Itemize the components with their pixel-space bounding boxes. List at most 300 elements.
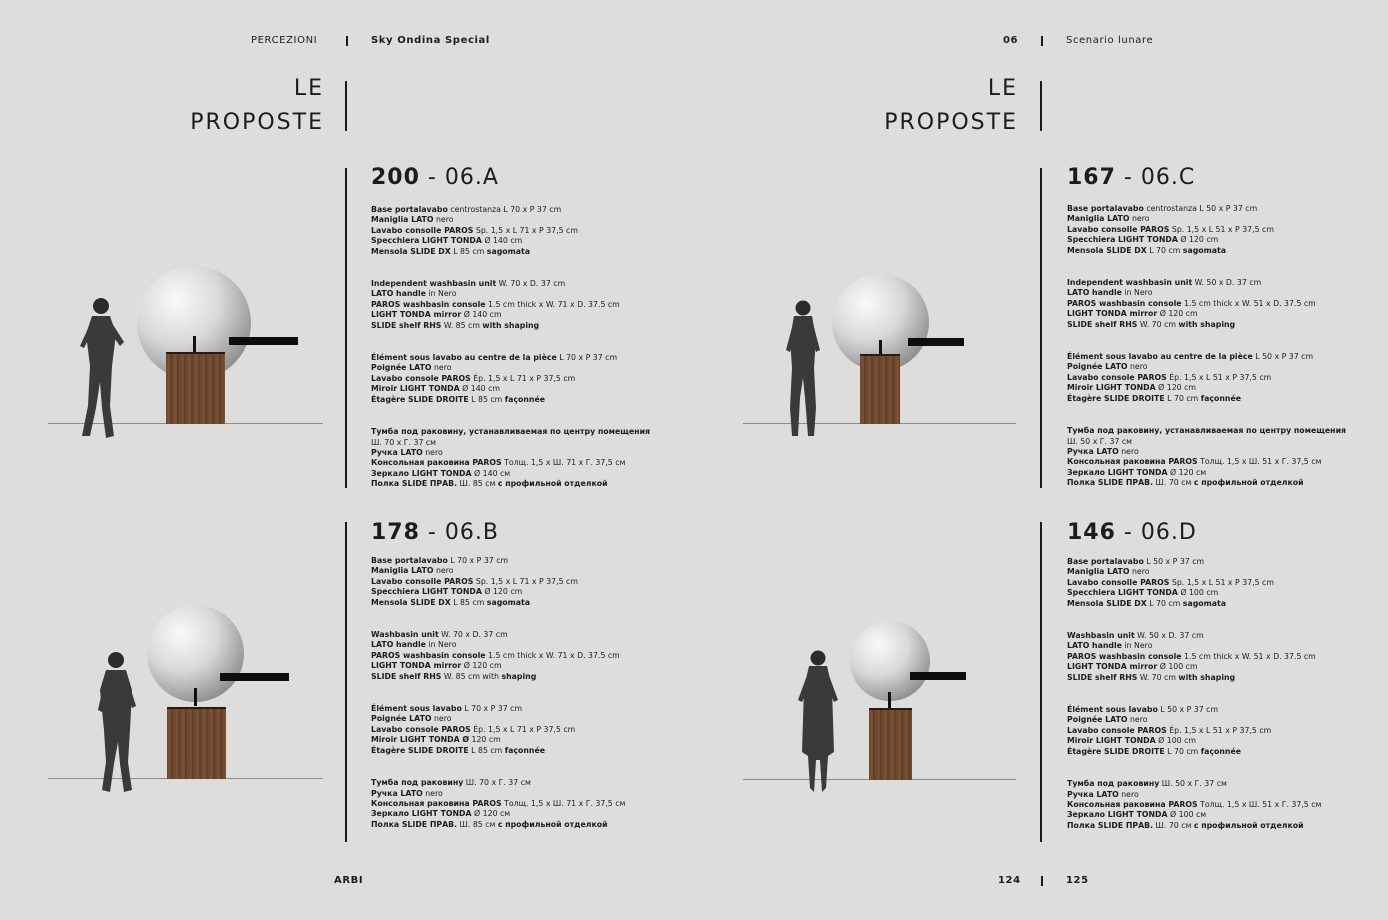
spec-line-dimensions: L 70 cm <box>1146 598 1183 608</box>
spec-line-product: Mensola SLIDE DX <box>371 246 451 256</box>
spec-line-dimensions: Ø 120 cm <box>1177 235 1219 245</box>
spec-line-product: Консольная раковина PAROS <box>371 458 502 468</box>
spec-line <box>1067 437 1346 447</box>
spec-line-finish: с профильной отделкой <box>497 479 608 489</box>
spec-line-dimensions: Ø 140 cm <box>461 310 502 320</box>
faucet <box>194 688 197 706</box>
spec-line <box>371 640 625 650</box>
spec-line-product: Élément sous lavabo au centre de la pièce <box>1067 352 1253 362</box>
spec-line-finish: façonnée <box>1200 746 1242 756</box>
spec-line-dimensions: Толщ. 1,5 x Ш. 51 x Г. 37,5 см <box>1197 457 1322 467</box>
spec-line <box>371 469 650 479</box>
spec-line <box>1067 779 1321 789</box>
spec-line-product: LATO handle <box>1067 288 1122 298</box>
spec-line-dimensions: Ø 120 cm <box>481 587 523 597</box>
spec-line-dimensions: Ø 120 см <box>1167 467 1207 477</box>
spec-line-product: LIGHT TONDA mirror <box>371 661 462 671</box>
spec-line-product: Washbasin unit <box>1067 631 1135 641</box>
spec-line <box>1067 394 1346 404</box>
spec-line-dimensions: Ш. 85 см <box>457 819 498 829</box>
spec-line <box>371 215 650 225</box>
page-title-right <box>884 72 1018 140</box>
spec-line-dimensions: L 85 cm <box>450 597 487 607</box>
proposal-number: 146 <box>1067 520 1116 545</box>
spec-line <box>1067 235 1346 245</box>
spec-line-dimensions: Ø 100 см <box>1167 810 1207 820</box>
spec-line <box>371 458 650 468</box>
spec-line <box>371 374 650 384</box>
spec-line-product: Тумба под раковину, устанавливаемая по центру помещения <box>371 427 651 437</box>
spec-line-finish: façonnée <box>504 745 546 755</box>
spec-line <box>371 630 625 640</box>
spec-line-dimensions: Ш. 85 см <box>457 479 498 489</box>
spec-line <box>1067 225 1346 235</box>
spec-block <box>1067 204 1346 256</box>
spec-line <box>1067 673 1321 683</box>
spec-block <box>371 279 650 331</box>
spec-line-finish: sagomata <box>1182 598 1227 608</box>
spec-line <box>1067 278 1346 288</box>
spec-line-product: Консольная раковина PAROS <box>371 798 502 808</box>
spec-line-product: Miroir LIGHT TONDA <box>371 384 460 394</box>
spec-block <box>1067 557 1321 609</box>
spec-line-finish: с профильной отделкой <box>1193 478 1304 488</box>
spec-block <box>1067 426 1346 488</box>
spec-line-product: SLIDE shelf RHS <box>1067 672 1138 682</box>
slide-shelf <box>229 337 298 345</box>
spec-line <box>371 672 625 682</box>
spec-line-dimensions: 1.5 cm thick x W. 71 x D. 37.5 cm <box>485 650 620 660</box>
spec-line-dimensions: Ш. 70 x Г. 37 см <box>463 778 531 788</box>
spec-line-finish: with shaping <box>482 320 540 330</box>
spec-line <box>1067 447 1346 457</box>
spec-line-dimensions: nero <box>422 447 443 457</box>
spec-line <box>371 363 650 373</box>
spec-line-finish: с профильной отделкой <box>1193 820 1304 830</box>
spec-line-dimensions: nero <box>433 566 454 576</box>
spec-line-dimensions: Ø 100 cm <box>1157 662 1198 672</box>
spec-line-dimensions: Толщ. 1,5 x Ш. 51 x Г. 37,5 см <box>1197 799 1322 809</box>
spec-line-product: Ручка LATO <box>371 788 423 798</box>
spec-line <box>371 353 650 363</box>
spec-line <box>1067 299 1346 309</box>
spec-line <box>371 577 625 587</box>
spec-line-dimensions: in Nero <box>425 289 457 299</box>
spec-line <box>371 587 625 597</box>
spec-line-dimensions: W. 85 cm with <box>441 671 502 681</box>
spec-line-product: LATO handle <box>371 289 426 299</box>
spec-line <box>1067 309 1346 319</box>
spec-line-product: Lavabo consolle PAROS <box>1067 577 1170 587</box>
spec-line-dimensions: Ø 140 cm <box>459 384 501 394</box>
spec-line <box>1067 736 1321 746</box>
spec-line <box>371 566 625 576</box>
spec-line-finish: with shaping <box>1178 319 1236 329</box>
spec-line-finish: façonnée <box>504 394 546 404</box>
spec-block <box>1067 352 1346 404</box>
spec-line-dimensions: L 70 x P 37 cm <box>556 353 618 363</box>
spec-line <box>1067 810 1321 820</box>
spec-line-dimensions: Ø 100 cm <box>1155 736 1197 746</box>
spec-line-product: Élément sous lavabo au centre de la pièce <box>371 353 557 363</box>
spec-line-dimensions: Ш. 70 см <box>1153 820 1194 830</box>
spec-line-dimensions: Ép. 1,5 x L 71 x P 37,5 cm <box>470 373 576 383</box>
spec-line-product: Тумба под раковину <box>371 778 464 788</box>
spec-line-product: PAROS washbasin console <box>1067 651 1182 661</box>
spec-line-dimensions: W. 50 x D. 37 cm <box>1192 278 1262 288</box>
spec-line-product: Base portalavabo <box>371 205 448 214</box>
header-title-right: Scenario lunare <box>1066 35 1154 46</box>
proposal-divider <box>1040 522 1042 842</box>
spec-line <box>1067 214 1346 224</box>
spec-line <box>371 725 625 735</box>
spec-line <box>1067 362 1346 372</box>
spec-line <box>371 321 650 331</box>
spec-block <box>371 353 650 405</box>
spec-line <box>371 746 625 756</box>
spec-line-dimensions: nero <box>431 714 452 724</box>
header-section: PERCEZIONI <box>251 35 318 46</box>
spec-line-dimensions: 120 cm <box>469 735 501 745</box>
proposal-id: 06.A <box>444 165 499 190</box>
spec-line-dimensions: 1.5 cm thick x W. 51 x D. 37.5 cm <box>1181 298 1316 308</box>
title-divider <box>1040 81 1042 131</box>
spec-line-dimensions: Sp. 1,5 x L 71 x P 37,5 cm <box>473 225 578 235</box>
spec-line-dimensions: W. 70 cm <box>1137 319 1179 329</box>
spec-line-product: Ручка LATO <box>371 447 423 457</box>
spec-line-product: Base portalavabo <box>371 556 448 565</box>
spec-line <box>371 556 625 566</box>
spec-line <box>371 799 625 809</box>
header-title-left: Sky Ondina Special <box>371 35 490 46</box>
spec-line-product: Étagère SLIDE DROITE <box>371 394 469 404</box>
spec-line-dimensions: L 50 x P 37 cm <box>1252 352 1314 362</box>
spec-line-product: Тумба под раковину <box>1067 779 1160 789</box>
spec-line <box>371 479 650 489</box>
spec-line-finish: sagomata <box>1182 245 1227 255</box>
spec-line <box>1067 715 1321 725</box>
spec-line <box>1067 567 1321 577</box>
spec-line <box>1067 288 1346 298</box>
page-number-left: 124 <box>998 875 1021 886</box>
proposal-specs-a <box>371 205 650 512</box>
proposal-number: 200 <box>371 165 420 190</box>
spec-line-dimensions: L 50 x P 37 cm <box>1157 705 1219 715</box>
spec-line-dimensions: Ø 120 см <box>471 809 511 819</box>
washbasin-cabinet <box>869 708 912 780</box>
spec-line <box>371 438 650 448</box>
proposal-code-b: 178 - 06.B <box>371 520 499 545</box>
spec-line-dimensions: centrostanza L 50 x P 37 cm <box>1143 204 1258 213</box>
spec-line-product: Ручка LATO <box>1067 446 1119 456</box>
spec-line-dimensions: Толщ. 1,5 x Ш. 71 x Г. 37,5 см <box>501 458 626 468</box>
spec-line-product: Консольная раковина PAROS <box>1067 457 1198 467</box>
spec-line <box>371 289 650 299</box>
spec-line-dimensions: Ép. 1,5 x L 51 x P 37,5 cm <box>1166 372 1272 382</box>
proposal-number: 178 <box>371 520 420 545</box>
proposal-specs-b <box>371 556 625 852</box>
spec-line-product: Тумба под раковину, устанавливаемая по центру помещения <box>1067 426 1347 436</box>
spec-line-product: Консольная раковина PAROS <box>1067 799 1198 809</box>
spec-line <box>371 714 625 724</box>
spec-line-dimensions: Толщ. 1,5 x Ш. 71 x Г. 37,5 см <box>501 798 626 808</box>
spec-line <box>1067 383 1346 393</box>
spec-line-product: Maniglia LATO <box>371 566 434 576</box>
proposal-code-a: 200 - 06.A <box>371 165 499 190</box>
washbasin-cabinet <box>167 707 226 779</box>
spec-line <box>1067 246 1346 256</box>
spec-line <box>371 226 650 236</box>
spec-line-dimensions: Ø 120 cm <box>1157 309 1198 319</box>
spec-line-dimensions: centrostanza L 70 x P 37 cm <box>447 205 562 214</box>
spec-line-product: Base portalavabo <box>1067 557 1144 566</box>
spec-line <box>371 279 650 289</box>
spec-line-product: Washbasin unit <box>371 630 439 640</box>
proposal-divider <box>345 168 347 488</box>
page-title-left <box>190 72 324 140</box>
spec-line-dimensions: in Nero <box>425 640 457 650</box>
spec-line-product: Lavabo console PAROS <box>371 724 471 734</box>
spec-line-dimensions: Ø 100 cm <box>1177 588 1219 598</box>
proposal-divider <box>1040 168 1042 488</box>
spec-line <box>1067 599 1321 609</box>
spec-line <box>371 809 625 819</box>
spec-line-dimensions: nero <box>1127 715 1148 725</box>
spec-line-finish: façonnée <box>1200 393 1242 403</box>
spec-line-dimensions: L 85 cm <box>450 246 487 256</box>
spec-line-product: LIGHT TONDA mirror <box>1067 662 1158 672</box>
spec-line <box>1067 631 1321 641</box>
spec-line <box>1067 352 1346 362</box>
spec-line-product: Independent washbasin unit <box>1067 278 1193 288</box>
spec-line-product: Maniglia LATO <box>1067 567 1130 577</box>
person-figure <box>782 298 824 438</box>
spec-line <box>1067 705 1321 715</box>
slide-shelf <box>220 673 289 681</box>
proposal-divider <box>345 522 347 842</box>
spec-line-dimensions: W. 70 x D. 37 cm <box>496 279 566 289</box>
spec-line-product: LATO handle <box>371 640 426 650</box>
spec-line-finish: sagomata <box>486 246 531 256</box>
spec-block <box>371 630 625 682</box>
spec-line-dimensions: Ш. 50 x Г. 37 см <box>1067 436 1133 446</box>
brand-logo: ARBI <box>334 875 364 886</box>
header-divider <box>1041 36 1043 46</box>
spec-line-product: LIGHT TONDA mirror <box>1067 309 1158 319</box>
spec-line-product: Specchiera LIGHT TONDA <box>1067 235 1178 245</box>
spec-line-dimensions: Sp. 1,5 x L 51 x P 37,5 cm <box>1169 577 1274 587</box>
proposal-specs-d <box>1067 557 1321 853</box>
spec-line-product: Specchiera LIGHT TONDA <box>1067 588 1178 598</box>
spec-block <box>371 205 650 257</box>
spec-line <box>1067 478 1346 488</box>
spec-line-product: Poignée LATO <box>371 714 432 724</box>
spec-line <box>371 310 650 320</box>
spec-line <box>371 789 625 799</box>
spec-line-product: Élément sous lavabo <box>371 704 462 714</box>
spec-line-product: Ручка LATO <box>1067 789 1119 799</box>
faucet <box>888 692 891 708</box>
spec-line-product: Полка SLIDE ПРАВ. <box>1067 820 1154 830</box>
spec-block <box>371 556 625 608</box>
header-page-number: 06 <box>1003 35 1019 46</box>
spec-line-dimensions: nero <box>433 215 454 225</box>
spec-line-dimensions: L 70 x P 37 cm <box>461 704 523 714</box>
spec-line-dimensions: nero <box>1129 214 1150 224</box>
spec-line-product: Étagère SLIDE DROITE <box>371 745 469 755</box>
spec-line-dimensions: nero <box>1118 446 1139 456</box>
spec-line <box>371 247 650 257</box>
spec-line-product: Полка SLIDE ПРАВ. <box>371 479 458 489</box>
spec-line-product: Base portalavabo <box>1067 204 1144 213</box>
spec-line-product: LATO handle <box>1067 641 1122 651</box>
spec-line-product: Poignée LATO <box>1067 715 1128 725</box>
spec-line-product: Полка SLIDE ПРАВ. <box>371 819 458 829</box>
round-mirror <box>850 621 930 701</box>
spec-line-product: PAROS washbasin console <box>1067 298 1182 308</box>
spec-block <box>1067 705 1321 757</box>
spec-line-dimensions: W. 70 cm <box>1137 672 1179 682</box>
spec-line-dimensions: nero <box>1118 789 1139 799</box>
spec-line-product: Lavabo console PAROS <box>1067 372 1167 382</box>
spec-line-product: Miroir LIGHT TONDA Ø <box>371 735 470 745</box>
spec-line-product: LIGHT TONDA mirror <box>371 310 462 320</box>
spec-line-product: Miroir LIGHT TONDA <box>1067 736 1156 746</box>
spec-line-dimensions: nero <box>1127 362 1148 372</box>
title-line: LE <box>293 76 324 101</box>
spec-line-product: Maniglia LATO <box>371 215 434 225</box>
spec-line-product: Élément sous lavabo <box>1067 705 1158 715</box>
spec-line <box>1067 557 1321 567</box>
spec-line <box>1067 468 1346 478</box>
spec-line-product: Miroir LIGHT TONDA <box>1067 383 1156 393</box>
spec-line <box>371 778 625 788</box>
spec-line-finish: shaping <box>501 671 537 681</box>
spec-line <box>371 395 650 405</box>
spec-line-product: Maniglia LATO <box>1067 214 1130 224</box>
spec-line <box>371 651 625 661</box>
spec-block <box>371 778 625 830</box>
spec-line-dimensions: L 70 x P 37 cm <box>447 556 509 565</box>
spec-line-product: Зеркало LIGHT TONDA <box>371 468 472 478</box>
spec-line-dimensions: Ép. 1,5 x L 51 x P 37,5 cm <box>1166 725 1272 735</box>
spec-line <box>1067 790 1321 800</box>
spec-line-product: SLIDE shelf RHS <box>371 671 442 681</box>
spec-line-dimensions: nero <box>431 363 452 373</box>
spec-line-dimensions: L 50 x P 37 cm <box>1143 557 1205 566</box>
spec-line-dimensions: Ш. 70 x Г. 37 см <box>371 437 437 447</box>
spec-line-dimensions: in Nero <box>1121 641 1153 651</box>
person-figure <box>92 650 144 798</box>
spec-line-dimensions: 1.5 cm thick x W. 51 x D. 37.5 cm <box>1181 651 1316 661</box>
spec-line-dimensions: L 70 cm <box>1146 245 1183 255</box>
spec-line-product: Poignée LATO <box>1067 362 1128 372</box>
spec-line <box>371 704 625 714</box>
title-divider <box>345 81 347 131</box>
spec-block <box>1067 631 1321 683</box>
spec-line <box>371 427 650 437</box>
slide-shelf <box>910 672 966 680</box>
spec-line <box>1067 821 1321 831</box>
spec-line-dimensions: W. 70 x D. 37 cm <box>438 630 508 640</box>
proposal-id: 06.C <box>1140 165 1196 190</box>
spec-line <box>371 598 625 608</box>
proposal-code-d: 146 - 06.D <box>1067 520 1197 545</box>
washbasin-cabinet <box>166 352 225 424</box>
spec-line-product: Lavabo console PAROS <box>371 373 471 383</box>
proposal-id: 06.B <box>444 520 499 545</box>
page-number-right: 125 <box>1066 875 1089 886</box>
washbasin-cabinet <box>860 354 900 424</box>
spec-line-dimensions: Ép. 1,5 x L 71 x P 37,5 cm <box>470 724 576 734</box>
spec-line-product: Mensola SLIDE DX <box>1067 245 1147 255</box>
spec-line <box>1067 457 1346 467</box>
spec-line-dimensions: L 85 cm <box>468 745 505 755</box>
spec-block <box>1067 779 1321 831</box>
spec-line-finish: sagomata <box>486 597 531 607</box>
spec-line-dimensions: Sp. 1,5 x L 51 x P 37,5 cm <box>1169 224 1274 234</box>
spec-line <box>371 820 625 830</box>
spec-line-product: SLIDE shelf RHS <box>371 320 442 330</box>
spec-line-finish: с профильной отделкой <box>497 819 608 829</box>
spec-line-dimensions: nero <box>422 788 443 798</box>
spec-line-dimensions: Ø 120 cm <box>461 661 502 671</box>
title-line: PROPOSTE <box>884 110 1018 135</box>
slide-shelf <box>908 338 964 346</box>
spec-line-product: Зеркало LIGHT TONDA <box>1067 810 1168 820</box>
spec-line <box>371 735 625 745</box>
spec-line-dimensions: in Nero <box>1121 288 1153 298</box>
spec-line-dimensions: W. 50 x D. 37 cm <box>1134 631 1204 641</box>
spec-line-product: Independent washbasin unit <box>371 279 497 289</box>
spec-line <box>371 384 650 394</box>
spec-line <box>1067 726 1321 736</box>
spec-line-product: Lavabo consolle PAROS <box>1067 224 1170 234</box>
spec-line-dimensions: Ø 120 cm <box>1155 383 1197 393</box>
spec-line <box>371 300 650 310</box>
spec-line <box>371 236 650 246</box>
spec-line <box>1067 662 1321 672</box>
spec-line-product: Mensola SLIDE DX <box>371 597 451 607</box>
spec-line-product: Полка SLIDE ПРАВ. <box>1067 478 1154 488</box>
spec-line <box>1067 373 1346 383</box>
spec-line-dimensions: Ø 140 см <box>471 468 511 478</box>
spec-line <box>1067 652 1321 662</box>
spec-line-product: Poignée LATO <box>371 363 432 373</box>
spec-line-dimensions: L 70 cm <box>1164 393 1201 403</box>
title-line: PROPOSTE <box>190 110 324 135</box>
spec-line-product: Specchiera LIGHT TONDA <box>371 587 482 597</box>
spec-line <box>1067 641 1321 651</box>
title-line: LE <box>987 76 1018 101</box>
spec-line-product: Étagère SLIDE DROITE <box>1067 746 1165 756</box>
spec-line <box>371 448 650 458</box>
spec-line-product: Lavabo console PAROS <box>1067 725 1167 735</box>
person-figure <box>70 296 132 442</box>
spec-block <box>371 704 625 756</box>
spec-line <box>1067 747 1321 757</box>
footer-divider <box>1041 876 1043 886</box>
spec-block <box>1067 278 1346 330</box>
proposal-specs-c <box>1067 204 1346 511</box>
spec-line <box>1067 588 1321 598</box>
spec-line-product: PAROS washbasin console <box>371 650 486 660</box>
spec-line-product: Зеркало LIGHT TONDA <box>371 809 472 819</box>
spec-line-dimensions: Ш. 50 x Г. 37 см <box>1159 779 1227 789</box>
spec-line <box>1067 800 1321 810</box>
spec-line-dimensions: L 70 cm <box>1164 746 1201 756</box>
spec-line <box>371 205 650 215</box>
